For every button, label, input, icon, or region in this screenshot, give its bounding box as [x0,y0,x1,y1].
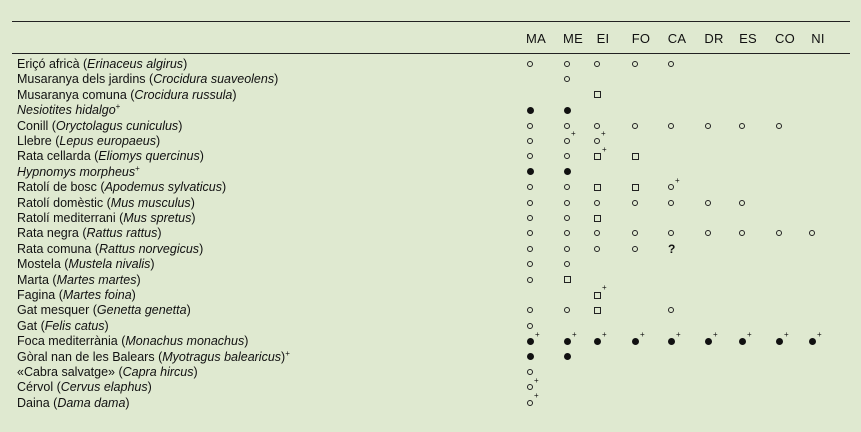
filled-circle-icon [632,338,639,345]
filled-circle-icon [564,338,571,345]
species-name: «Cabra salvatge» (Capra hircus) [17,365,198,379]
extinct-marker: + [602,144,607,154]
scientific-name: Eliomys quercinus [98,149,200,164]
scientific-name: Martes foina [62,288,132,302]
open-circle-icon [527,307,533,313]
open-circle-icon [668,123,674,129]
common-name: Fagina [17,288,56,302]
open-circle-icon [809,230,815,236]
common-name: Rata cellarda [17,149,91,164]
presence-cell-ca [668,329,694,349]
table-row [0,72,861,87]
open-circle-icon [527,369,533,375]
presence-cell-me [564,180,590,195]
open-square-icon [594,153,601,160]
scientific-name: Mus musculus [110,195,191,210]
filled-circle-icon [527,168,534,175]
common-name: Ratolí domèstic [17,195,104,210]
presence-cell-fo [632,57,658,72]
presence-cell-ei [594,226,620,241]
common-name: Marta [17,272,49,287]
presence-cell-ei [594,303,620,318]
presence-cell-ma [527,134,553,149]
presence-cell-ma [527,375,553,395]
table-row [0,273,861,288]
common-name: Mostela [17,257,61,272]
scientific-name: Apodemus sylvaticus [104,180,222,195]
open-circle-icon [739,123,745,129]
presence-cell-ma [527,226,553,241]
presence-cell-ma [527,180,553,195]
presence-cell-me [564,165,590,180]
species-name: Ratolí domèstic (Mus musculus) [17,195,195,210]
species-name: Rata cellarda (Eliomys quercinus) [17,149,204,164]
open-circle-icon [527,261,533,267]
column-header-me: ME [563,31,583,46]
presence-cell-me [564,257,590,272]
open-circle-icon [668,307,674,313]
scientific-name: Cervus elaphus [60,380,148,395]
open-circle-icon [527,200,533,206]
extinct-marker: + [784,329,789,339]
scientific-name: Crocidura suaveolens [153,72,275,87]
presence-cell-ni [809,329,835,349]
filled-circle-icon [776,338,783,345]
presence-cell-me [564,242,590,257]
open-circle-icon [527,215,533,221]
open-circle-icon [527,400,533,406]
open-circle-icon [668,200,674,206]
open-square-icon [632,184,639,191]
open-circle-icon [776,123,782,129]
extinct-marker: + [135,163,140,173]
scientific-name: Myotragus balearicus [162,349,282,364]
open-square-icon [632,153,639,160]
presence-cell-dr [705,196,731,211]
table-row [0,57,861,72]
table-row [0,211,861,226]
common-name: Llebre [17,134,52,148]
presence-cell-ma [527,329,553,349]
presence-cell-fo [632,242,658,257]
open-circle-icon [564,215,570,221]
open-square-icon [594,292,601,299]
open-circle-icon [527,138,533,144]
species-name: Ratolí de bosc (Apodemus sylvaticus) [17,180,227,195]
table-row [0,242,861,257]
presence-cell-es [739,329,765,349]
column-header-co: CO [775,31,795,46]
scientific-name: Nesiotites hidalgo [17,103,116,118]
open-circle-icon [564,123,570,129]
open-circle-icon [594,123,600,129]
extinct-marker: + [676,329,681,339]
presence-cell-ei [594,57,620,72]
extinct-marker: + [640,329,645,339]
presence-cell-ma [527,211,553,226]
scientific-name: Martes martes [56,272,137,287]
presence-cell-ca [668,303,694,318]
presence-cell-dr [705,329,731,349]
extinct-marker: + [601,129,606,139]
extinct-marker: + [572,329,577,339]
open-circle-icon [776,230,782,236]
presence-cell-fo [632,196,658,211]
table-row [0,283,861,303]
open-circle-icon [564,261,570,267]
open-circle-icon [594,138,600,144]
open-circle-icon [564,153,570,159]
species-name: Marta (Martes martes) [17,272,141,287]
extinct-marker: + [602,283,607,293]
presence-cell-dr [705,119,731,134]
presence-cell-ei [594,129,620,149]
question-mark: ? [668,241,676,256]
open-square-icon [594,91,601,98]
presence-cell-ei [594,211,620,226]
common-name: Foca mediterrània [17,334,118,349]
species-name: Rata negra (Rattus rattus) [17,226,162,241]
open-circle-icon [527,184,533,190]
top-rule [12,21,850,22]
open-circle-icon [564,230,570,236]
scientific-name: Mus spretus [123,211,192,225]
presence-cell-co [776,226,802,241]
scientific-name: Rattus norvegicus [99,241,200,256]
table-row [0,329,861,349]
open-circle-icon [564,246,570,252]
presence-cell-ma [527,273,553,288]
common-name: Musaranya comuna [17,87,127,102]
presence-cell-ca [668,57,694,72]
scientific-name: Capra hircus [122,365,194,379]
presence-cell-me [564,226,590,241]
open-circle-icon [705,123,711,129]
presence-cell-me [564,119,590,134]
open-circle-icon [739,230,745,236]
open-circle-icon [632,61,638,67]
open-circle-icon [668,184,674,190]
extinct-marker: + [285,348,290,358]
presence-cell-me [564,103,590,118]
presence-cell-dr [705,226,731,241]
table-row [0,257,861,272]
extinct-marker: + [747,329,752,339]
open-circle-icon [527,61,533,67]
common-name: Daina [17,395,50,410]
column-header-ma: MA [526,31,546,46]
presence-cell-me [564,329,590,349]
presence-cell-ca [668,226,694,241]
presence-cell-ma [527,149,553,164]
common-name: Rata comuna [17,241,92,256]
open-circle-icon [668,61,674,67]
presence-cell-ca [668,175,694,195]
presence-cell-ca [668,242,694,257]
presence-cell-me [564,57,590,72]
presence-cell-es [739,226,765,241]
presence-cell-fo [632,329,658,349]
open-circle-icon [594,230,600,236]
presence-cell-ei [594,119,620,134]
presence-cell-me [564,72,590,87]
filled-circle-icon [705,338,712,345]
open-circle-icon [632,200,638,206]
column-header-fo: FO [631,31,651,46]
presence-cell-me [564,196,590,211]
table-row [0,375,861,395]
open-circle-icon [564,307,570,313]
species-name: Musaranya dels jardins (Crocidura suaveolens) [17,72,279,87]
common-name: Gòral nan de les Balears [17,349,155,364]
filled-circle-icon [739,338,746,345]
filled-circle-icon [564,168,571,175]
open-circle-icon [527,230,533,236]
filled-circle-icon [527,353,534,360]
species-name: Musaranya comuna (Crocidura russula) [17,87,237,102]
open-circle-icon [632,230,638,236]
table-row [0,144,861,164]
extinct-marker: + [571,129,576,139]
open-circle-icon [594,246,600,252]
common-name: Conill [17,118,49,133]
open-circle-icon [564,184,570,190]
open-square-icon [594,307,601,314]
common-name: Ratolí de bosc [17,180,97,195]
presence-cell-co [776,329,802,349]
presence-cell-ei [594,144,620,164]
scientific-name: Oryctolagus cuniculus [55,118,179,133]
common-name: Rata negra [17,226,79,241]
extinct-marker: + [115,102,121,112]
table-row [0,319,861,334]
presence-cell-ei [594,88,620,103]
extinct-marker: + [535,329,540,339]
open-circle-icon [527,123,533,129]
presence-cell-me [564,350,590,365]
column-header-ca: CA [667,31,687,46]
open-circle-icon [594,61,600,67]
filled-circle-icon [594,338,601,345]
open-square-icon [594,184,601,191]
species-name [17,165,140,180]
common-name: Cérvol [17,380,54,395]
filled-circle-icon [809,338,816,345]
open-circle-icon [632,246,638,252]
extinct-marker: + [675,175,680,185]
column-header-ei: EI [596,31,610,46]
filled-circle-icon [564,107,571,114]
presence-cell-ei [594,180,620,195]
presence-cell-es [739,196,765,211]
species-name: Rata comuna (Rattus norvegicus) [17,241,204,256]
open-circle-icon [527,323,533,329]
presence-cell-fo [632,226,658,241]
open-circle-icon [527,246,533,252]
presence-cell-es [739,119,765,134]
table-row [0,226,861,241]
open-circle-icon [739,200,745,206]
table-row [0,129,861,149]
species-name: Eriçó africà (Erinaceus algirus) [17,57,188,71]
open-square-icon [594,215,601,222]
species-name: Mostela (Mustela nivalis) [17,257,155,272]
column-header-dr: DR [704,31,724,46]
common-name: «Cabra salvatge» [17,365,115,379]
presence-cell-ei [594,196,620,211]
presence-cell-me [564,273,590,288]
open-circle-icon [594,200,600,206]
open-circle-icon [564,200,570,206]
open-circle-icon [564,76,570,82]
open-circle-icon [705,230,711,236]
table-row [0,350,861,365]
open-circle-icon [527,277,533,283]
presence-cell-me [564,211,590,226]
extinct-marker: + [817,329,822,339]
common-name: Ratolí mediterrani [17,211,116,225]
scientific-name: Dama dama [57,395,126,410]
scientific-name: Erinaceus algirus [87,57,184,71]
scientific-name: Hypnomys morpheus [17,164,136,179]
presence-cell-ma [527,165,553,180]
common-name: Gat mesquer [17,303,90,318]
presence-cell-ma [527,242,553,257]
presence-cell-ma [527,391,553,411]
table-row [0,165,861,180]
open-circle-icon [527,153,533,159]
presence-cell-me [564,129,590,149]
table-row [0,196,861,211]
presence-cell-fo [632,119,658,134]
presence-cell-fo [632,149,658,164]
presence-cell-me [564,303,590,318]
scientific-name: Mustela nivalis [68,257,151,272]
table-row [0,88,861,103]
common-name: Musaranya dels jardins [17,72,146,87]
presence-cell-co [776,119,802,134]
species-name: Gat mesquer (Genetta genetta) [17,303,191,318]
filled-circle-icon [668,338,675,345]
presence-cell-ei [594,242,620,257]
scientific-name: Felis catus [44,318,105,333]
scientific-name: Crocidura russula [134,87,233,102]
open-circle-icon [668,230,674,236]
table-row [0,175,861,195]
extinct-marker: + [534,391,539,401]
open-square-icon [564,276,571,283]
common-name: Gat [17,318,38,333]
filled-circle-icon [564,353,571,360]
presence-cell-ma [527,196,553,211]
species-name: Cérvol (Cervus elaphus) [17,380,152,395]
presence-cell-ei [594,283,620,303]
presence-cell-ma [527,303,553,318]
table-row [0,391,861,411]
scientific-name: Genetta genetta [96,303,187,318]
extinct-marker: + [534,375,539,385]
presence-cell-ma [527,257,553,272]
filled-circle-icon [527,107,534,114]
table-row [0,103,861,118]
open-circle-icon [632,123,638,129]
column-header-es: ES [739,31,757,46]
table-row [0,303,861,318]
presence-cell-ma [527,57,553,72]
scientific-name: Monachus monachus [125,334,245,349]
open-circle-icon [705,200,711,206]
species-name: Gòral nan de les Balears (Myotragus balearicus)+ [17,348,290,364]
scientific-name: Lepus europaeus [59,134,156,148]
species-name: Llebre (Lepus europaeus) [17,134,161,148]
presence-cell-ei [594,329,620,349]
species-name: Ratolí mediterrani (Mus spretus) [17,211,196,225]
column-header-ni: NI [811,31,825,46]
scientific-name: Rattus rattus [86,226,158,241]
presence-cell-fo [632,180,658,195]
presence-cell-me [564,149,590,164]
filled-circle-icon [527,338,534,345]
presence-cell-ca [668,196,694,211]
column-header-row [0,31,861,49]
common-name: Eriçó africà [17,57,80,71]
presence-cell-ma [527,119,553,134]
species-name: Daina (Dama dama) [17,395,130,410]
species-name [17,103,120,118]
open-circle-icon [527,384,533,390]
open-circle-icon [564,138,570,144]
species-name: Conill (Oryctolagus cuniculus) [17,118,183,133]
presence-cell-ni [809,226,835,241]
presence-cell-ma [527,365,553,380]
extinct-marker: + [713,329,718,339]
species-name: Fagina (Martes foina) [17,288,136,302]
header-rule [12,53,850,54]
table-row [0,365,861,380]
table-row [0,119,861,134]
presence-cell-ca [668,119,694,134]
open-circle-icon [564,61,570,67]
presence-cell-ma [527,350,553,365]
species-name: Foca mediterrània (Monachus monachus) [17,334,249,349]
species-name: Gat (Felis catus) [17,318,109,333]
extinct-marker: + [602,329,607,339]
presence-cell-ma [527,319,553,334]
presence-cell-ma [527,103,553,118]
